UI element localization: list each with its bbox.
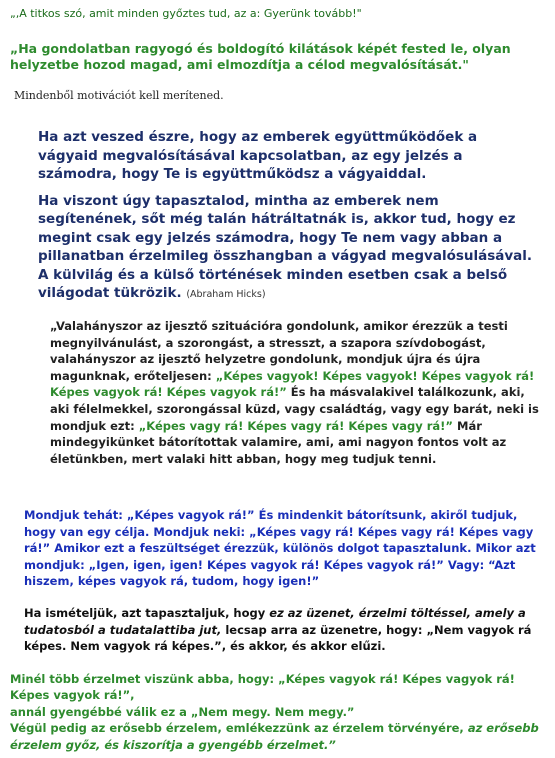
paragraph-say-it: Mondjuk tehát: „Képes vagyok rá!” És mindenkit bátorítsunk, akiről tudjuk, hogy van egy célja. Mondjuk neki: „Képes vagy rá! Képes vagy rá! Képes vagy rá!” Amikor ezt a feszültséget érezzük, különös dolgot tapasztalunk. Mikor azt mondjuk: „Igen, igen, igen! Képes vagyok rá! Képes vagyok rá!” Vagy: “Azt hiszem, képes vagyok rá, tudom, hogy igen!”	[24, 508, 536, 589]
p5-emphasis: ez az üzenet, érzelmi töltéssel, amely a tudatosból a tudatalattiba jut,	[24, 606, 526, 637]
hicks-author: (Abraham Hicks)	[186, 289, 266, 300]
p3-others: És ha másvalakivel találkozunk, aki, aki félelmekkel, szorongással küzd, vagy családtág, vagy egy barát, neki is mondjuk ezt:	[50, 385, 539, 433]
p6-line-3-text: Végül pedig az erősebb érzelem, emlékezzünk az érzelem törvényére,	[10, 721, 464, 736]
p3-affirmation-self: „Képes vagyok! Képes vagyok! Képes vagyok rá! Képes vagyok rá! Képes vagyok rá!”	[50, 368, 535, 400]
p3-closing: Már mindegyikünket bátorítottak valamire, ami, ami nagyon fontos volt az életünkben, mert valaki hitt abban, hogy meg tudjuk tenni.	[50, 418, 507, 466]
quote-top: „,A titkos szó, amit minden győztes tud, az a: Gyerünk tovább!"	[10, 7, 362, 20]
motivation-line: Mindenből motivációt kell merítened.	[14, 89, 224, 102]
p3-affirmation-other: „Képes vagy rá! Képes vagy rá! Képes vagy rá!”	[138, 418, 453, 433]
p5-start: Ha ismételjük, azt tapasztaljuk, hogy	[24, 606, 266, 620]
p6-line-3	[10, 720, 550, 753]
p5-end: lecsap arra az üzenetre, hogy: „Nem vagyok rá képes. Nem vagyok rá képes.”, és akkor, és akkor elűzi.	[24, 622, 532, 654]
hicks-paragraph-2-text: Ha viszont úgy tapasztalod, mintha az emberek nem segítenének, sőt még talán hátráltatnák is, akkor tud, hogy ez megint csak egy jelzés számodra, hogy Te nem vagy abban a pillanatban érzelmileg összhangban a vágyad megvalósulásával. A külvilág és a külső történések minden esetben csak a belső világodat tükrözik.	[38, 192, 533, 301]
p6-emphasis: az erősebb érzelem győz, és kiszorítja a gyengébb érzelmet.”	[10, 721, 539, 752]
hicks-paragraph-2	[38, 192, 538, 305]
p3-intro: „Valahányszor az ijesztő szituációra gondolunk, amikor érezzük a testi megnyilvánulást, a szorongást, a stresszt, a szapora szívdobogást, valahányszor az ijesztő helyzetre gondolunk, mondjuk újra és újra magunknak, erőteljesen:	[50, 319, 508, 383]
paragraph-repeat	[24, 605, 544, 655]
p6-line-1: Minél több érzelmet viszünk abba, hogy: „Képes vagyok rá! Képes vagyok rá! Képes vagyok rá!”,	[10, 672, 515, 703]
quote-green: „Ha gondolatban ragyogó és boldogító kilátások képét fested le, olyan helyzetbe hozod magad, ami elmozdítja a célod megvalósítását."	[10, 41, 511, 72]
hicks-quote	[38, 128, 538, 313]
hicks-paragraph-1: Ha azt veszed észre, hogy az emberek együttműködőek a vágyaid megvalósításával kapcsolatban, az egy jelzés a számodra, hogy Te is együttműködsz a vágyaiddal.	[38, 129, 478, 182]
paragraph-fear-situation	[50, 318, 540, 467]
p6-line-2: annál gyengébbé válik ez a „Nem megy. Nem megy.”	[10, 704, 355, 719]
paragraph-emotion	[10, 671, 550, 753]
